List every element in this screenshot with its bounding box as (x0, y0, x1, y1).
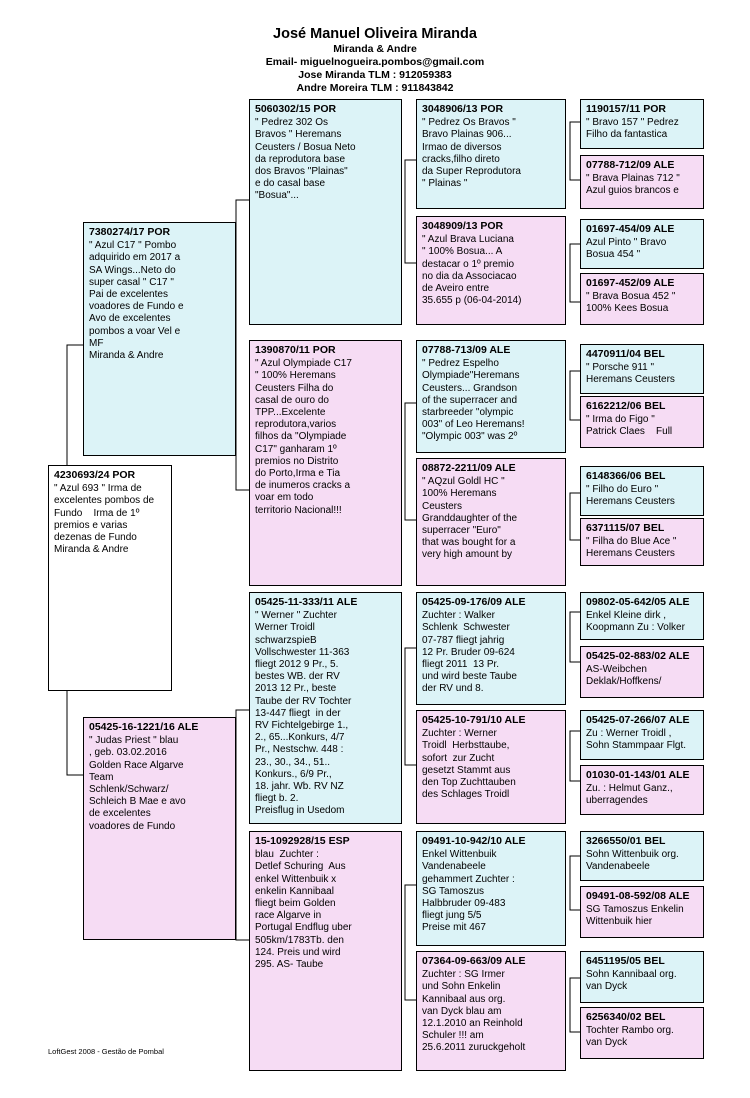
gen4-card-6[interactable] (580, 396, 704, 448)
bird-description: " Azul Brava Luciana " 100% Bosua... A destacar o 1º premio no dia da Associacao de Aveiro entre 35.655 p (06-04-2014) (422, 234, 522, 307)
ring-number: 1190157/11 POR (586, 103, 666, 115)
gen4-card-3[interactable] (580, 219, 704, 269)
bird-description: Zuchter : Werner Troidl Herbsttaube, sofort zur Zucht gesetzt Stammt aus den Top Zuchttauben des Schlages Troidl (422, 728, 516, 801)
bird-description: " Pedrez 302 Os Bravos " Heremans Ceusters / Bosua Neto da reprodutora base dos Bravos "Plainas" e do casal base "Bosua"... (255, 117, 356, 202)
dam-sire-card[interactable] (249, 592, 402, 824)
ring-number: 05425-07-266/07 ALE (586, 714, 690, 726)
ring-number: 6162212/06 BEL (586, 400, 666, 412)
gen3-card-1[interactable] (416, 99, 566, 209)
ring-number: 6148366/06 BEL (586, 470, 666, 482)
ring-number: 15-1092928/15 ESP (255, 835, 350, 847)
bird-description: Zu. : Helmut Ganz., uberragendes (586, 783, 673, 807)
gen4-card-8[interactable] (580, 518, 704, 566)
gen3-card-8[interactable] (416, 951, 566, 1071)
bird-description: " Porsche 911 " Heremans Ceusters (586, 362, 675, 386)
bird-description: AS-Weibchen Deklak/Hoffkens/ (586, 664, 662, 688)
gen4-card-16[interactable] (580, 1007, 704, 1059)
gen4-card-5[interactable] (580, 344, 704, 394)
ring-number: 3048909/13 POR (422, 220, 504, 232)
ring-number: 05425-02-883/02 ALE (586, 650, 690, 662)
ring-number: 05425-16-1221/16 ALE (89, 721, 199, 733)
phone-andre: Andre Moreira TLM : 911843842 (296, 82, 454, 94)
ring-number: 07788-713/09 ALE (422, 344, 511, 356)
bird-description: " Brava Plainas 712 " Azul guios brancos e (586, 173, 680, 197)
bird-description: " Judas Priest " blau , geb. 03.02.2016 Golden Race Algarve Team Schlenk/Schwarz/ Schleich B Mae e avo de excelentes voadores de Fundo (89, 735, 186, 832)
gen3-card-3[interactable] (416, 340, 566, 453)
ring-number: 4470911/04 BEL (586, 348, 665, 360)
gen4-card-9[interactable] (580, 592, 704, 640)
bird-description: Azul Pinto " Bravo Bosua 454 " (586, 237, 667, 261)
gen3-card-6[interactable] (416, 710, 566, 824)
gen3-card-5[interactable] (416, 592, 566, 705)
ring-number: 09802-05-642/05 ALE (586, 596, 690, 608)
bird-description: Zu : Werner Troidl , Sohn Stammpaar Flgt. (586, 728, 687, 752)
ring-number: 3048906/13 POR (422, 103, 504, 115)
ring-number: 08872-2211/09 ALE (422, 462, 516, 474)
ring-number: 6371115/07 BEL (586, 522, 665, 534)
bird-description: Enkel Kleine dirk , Koopmann Zu : Volker (586, 610, 685, 634)
ring-number: 1390870/11 POR (255, 344, 336, 356)
ring-number: 09491-08-592/08 ALE (586, 890, 690, 902)
dam-card[interactable] (83, 717, 236, 940)
gen3-card-2[interactable] (416, 216, 566, 325)
ring-number: 07788-712/09 ALE (586, 159, 675, 171)
ring-number: 3266550/01 BEL (586, 835, 666, 847)
ring-number: 05425-10-791/10 ALE (422, 714, 526, 726)
bird-description: " Filha do Blue Ace " Heremans Ceusters (586, 536, 677, 560)
ring-number: 6256340/02 BEL (586, 1011, 666, 1023)
bird-description: " Pedrez Os Bravos " Bravo Plainas 906... Irmao de diversos cracks,filho direto da Super Reprodutora " Plainas " (422, 117, 521, 190)
sire-sire-card[interactable] (249, 99, 402, 325)
ring-number: 4230693/24 POR (54, 469, 136, 481)
ring-number: 09491-10-942/10 ALE (422, 835, 526, 847)
gen4-card-14[interactable] (580, 886, 704, 938)
email-text: Email- miguelnogueira.pombos@gmail.com (265, 56, 485, 68)
gen4-card-12[interactable] (580, 765, 704, 815)
bird-description: " Azul Olympiade C17 " 100% Heremans Ceusters Filha do casal de ouro do TPP...Excelente reprodutora,varios filhos da "Olympiade C17" ganharam 1º premios no Distrito do Porto,Irma e Tia de inumeros cracks a voar em todo territorio Nacional!!! (255, 358, 352, 516)
bird-description: " Bravo 157 " Pedrez Filho da fantastica (586, 117, 679, 141)
bird-description: " Brava Bosua 452 " 100% Kees Bosua (586, 291, 676, 315)
bird-description: blau Zuchter : Detlef Schuring Aus enkel Wittenbuik x enkelin Kannibaal fliegt beim Golden race Algarve in Portugal Endflug uber 505km/1783Tb. den 124. Preis und wird 295. AS- Taube (255, 849, 352, 971)
owner-name: José Manuel Oliveira Miranda (273, 26, 477, 42)
bird-description: " Pedrez Espelho Olympiade"Heremans Ceusters... Grandson of the superracer and starbreeder "olympic 003" of Leo Heremans! "Olympic 003" was 2º (422, 358, 525, 443)
bird-description: " Irma do Figo " Patrick Claes Full (586, 414, 673, 438)
bird-description: Sohn Wittenbuik org. Vandenabeele (586, 849, 679, 873)
bird-description: Zuchter : SG Irmer und Sohn Enkelin Kannibaal aus org. van Dyck blau am 12.1.2010 an Reinhold Schuler !!! am 25.6.2011 zuruckgeholt (422, 969, 526, 1054)
gen3-card-7[interactable] (416, 831, 566, 946)
phone-jose: Jose Miranda TLM : 912059383 (298, 69, 452, 81)
ring-number: 05425-11-333/11 ALE (255, 596, 358, 608)
bird-description: Tochter Rambo org. van Dyck (586, 1025, 674, 1049)
ring-number: 01697-452/09 ALE (586, 277, 675, 289)
sire-card[interactable] (83, 222, 236, 456)
gen4-card-4[interactable] (580, 273, 704, 325)
loft-name: Miranda & Andre (333, 43, 417, 55)
bird-description: " Werner " Zuchter Werner Troidl schwarzspieB Vollschwester 11-363 fliegt 2012 9 Pr., 5. bestes WB. der RV 2013 12 Pr., beste Taube der RV Tochter 13-447 fliegt in der RV Fichtelgebirge 1., 2., 65...Konkurs, 4/7 Pr., Nestschw. 448 : 23., 30., 34., 51.. Konkurs., 6/9 Pr., 18. jahr. Wb. RV NZ fliegt b. 2. Preisflug in Usedom (255, 610, 352, 817)
bird-description: Enkel Wittenbuik Vandenabeele gehammert Zuchter : SG Tamoszus Halbbruder 09-483 fliegt jung 5/5 Preise mit 467 (422, 849, 515, 934)
bird-description: " Azul 693 " Irma de excelentes pombos de Fundo Irma de 1º premios e varias dezenas de Fundo Miranda & Andre (54, 483, 155, 556)
gen3-card-4[interactable] (416, 458, 566, 586)
ring-number: 7380274/17 POR (89, 226, 171, 238)
ring-number: 05425-09-176/09 ALE (422, 596, 526, 608)
bird-description: " Azul C17 " Pombo adquirido em 2017 a SA Wings...Neto do super casal " C17 " Pai de excelentes voadores de Fundo e Avo de excelentes pombos a voar Vel e MF Miranda & Andre (89, 240, 184, 362)
gen4-card-11[interactable] (580, 710, 704, 760)
ring-number: 01697-454/09 ALE (586, 223, 675, 235)
bird-description: Zuchter : Walker Schlenk Schwester 07-787 fliegt jahrig 12 Pr. Bruder 09-624 fliegt 2011 13 Pr. und wird beste Taube der RV und 8. (422, 610, 517, 695)
ring-number: 01030-01-143/01 ALE (586, 769, 690, 781)
bird-description: SG Tamoszus Enkelin Wittenbuik hier (586, 904, 684, 928)
ring-number: 07364-09-663/09 ALE (422, 955, 526, 967)
dam-dam-card[interactable] (249, 831, 402, 1071)
bird-description: Sohn Kannibaal org. van Dyck (586, 969, 677, 993)
sire-dam-card[interactable] (249, 340, 402, 586)
bird-description: " AQzul Goldl HC " 100% Heremans Ceusters Granddaughter of the superracer "Euro" that was bought for a very high amount by (422, 476, 518, 561)
software-footer: LoftGest 2008 - Gestão de Pombal (48, 1047, 164, 1056)
gen4-card-7[interactable] (580, 466, 704, 516)
gen4-card-13[interactable] (580, 831, 704, 881)
gen4-card-10[interactable] (580, 646, 704, 698)
bird-description: " Filho do Euro " Heremans Ceusters (586, 484, 675, 508)
ring-number: 6451195/05 BEL (586, 955, 665, 967)
ring-number: 5060302/15 POR (255, 103, 337, 115)
gen4-card-2[interactable] (580, 155, 704, 209)
gen4-card-15[interactable] (580, 951, 704, 1003)
gen4-card-1[interactable] (580, 99, 704, 149)
subject-bird-card[interactable] (48, 465, 172, 691)
